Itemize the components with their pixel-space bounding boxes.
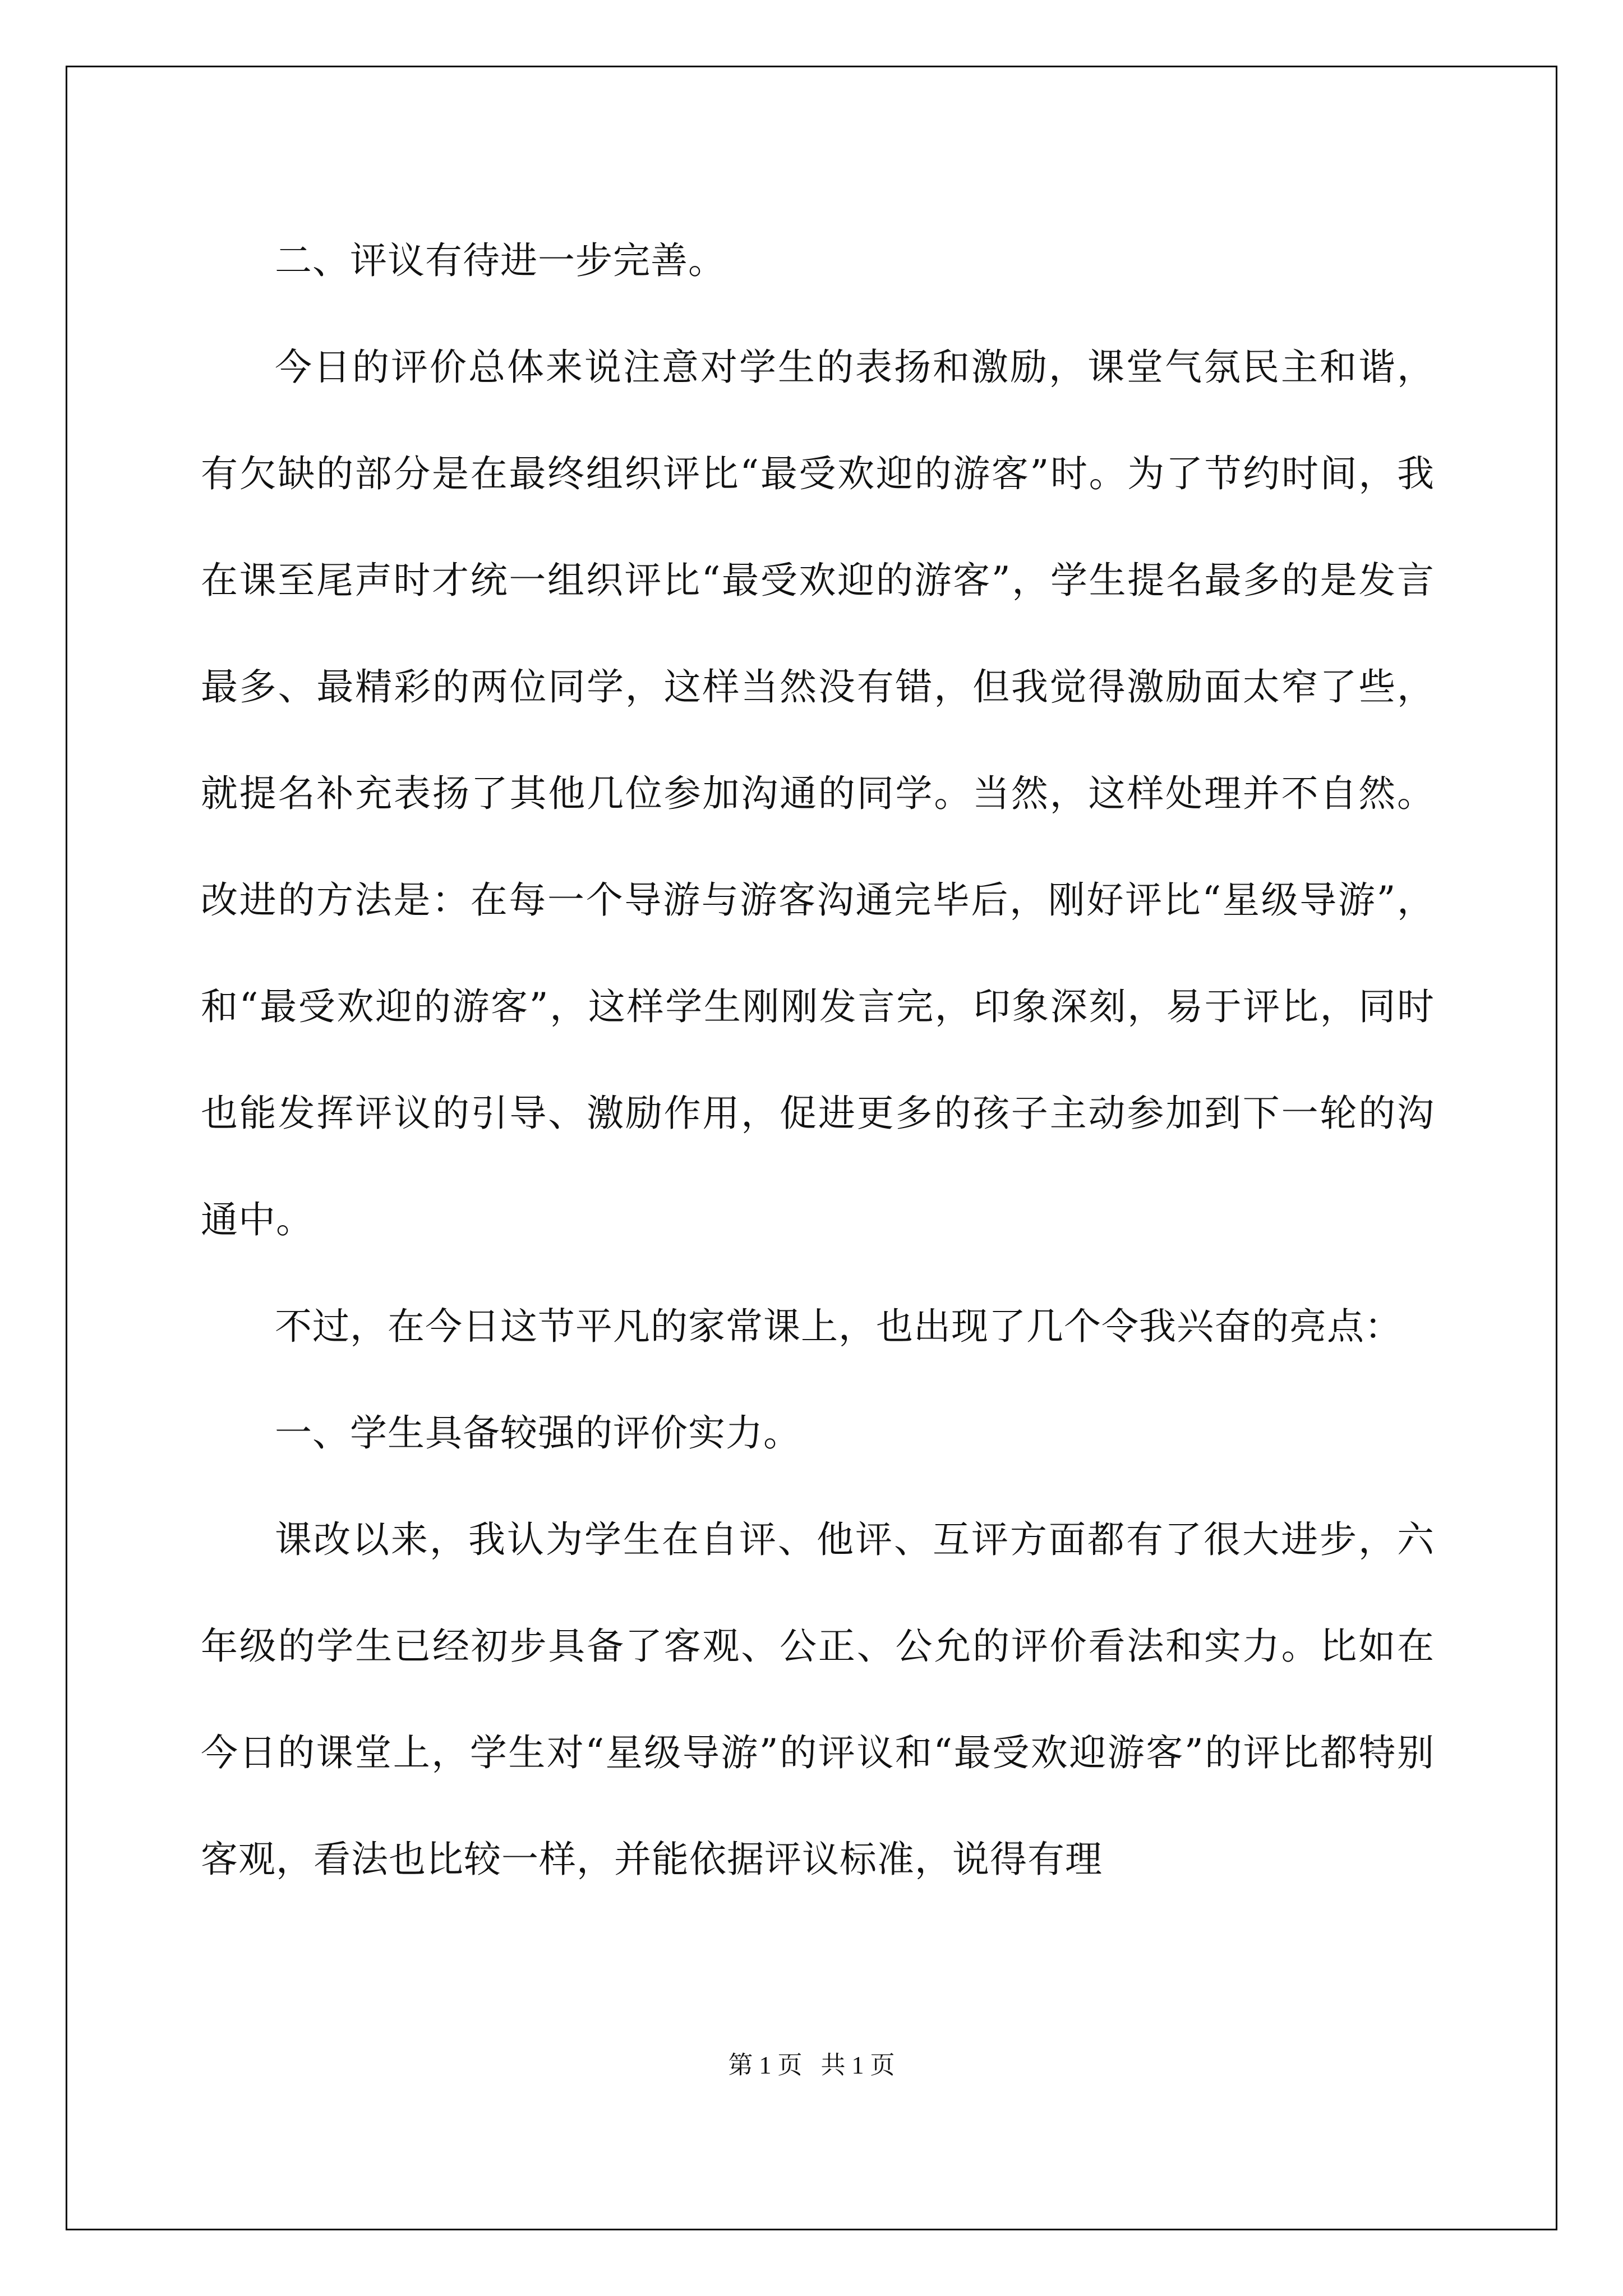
body-paragraph: 不过，在今日这节平凡的家常课上，也出现了几个令我兴奋的亮点： [275,1305,1402,1348]
document-body [201,208,1435,1913]
page-total: 共 1 页 [820,2051,895,2079]
body-paragraph: 课改以来，我认为学生在自评、他评、互评方面都有了很大进步，六年级的学生已经初步具备了客观、公正、公允的评价看法和实力。比如在今日的课堂上，学生对“星级导游”的评议和“最受欢迎游客”的评比都特别客观，看法也比较一样，并能依据评议标准，说得有理 [201,1518,1435,1881]
section-heading-2: 二、评议有待进一步完善。 [275,239,726,282]
body-paragraph: 今日的评价总体来说注意对学生的表扬和激励，课堂气氛民主和谐，有欠缺的部分是在最终组织评比“最受欢迎的游客”时。为了节约时间，我在课至尾声时才统一组织评比“最受欢迎的游客”，学生提名最多的是发言最多、最精彩的两位同学，这样当然没有错，但我觉得激励面太窄了些，就提名补充表扬了其他几位参加沟通的同学。当然，这样处理并不自然。改进的方法是：在每一个导游与游客沟通完毕后，刚好评比“星级导游”，和“最受欢迎的游客”，这样学生刚刚发言完，印象深刻，易于评比，同时也能发挥评议的引导、激励作用，促进更多的孩子主动参加到下一轮的沟通中。 [201,346,1435,1241]
page-footer [0,2045,1623,2081]
section-heading-1: 一、学生具备较强的评价实力。 [275,1411,801,1455]
page-number: 第 1 页 [728,2051,803,2079]
